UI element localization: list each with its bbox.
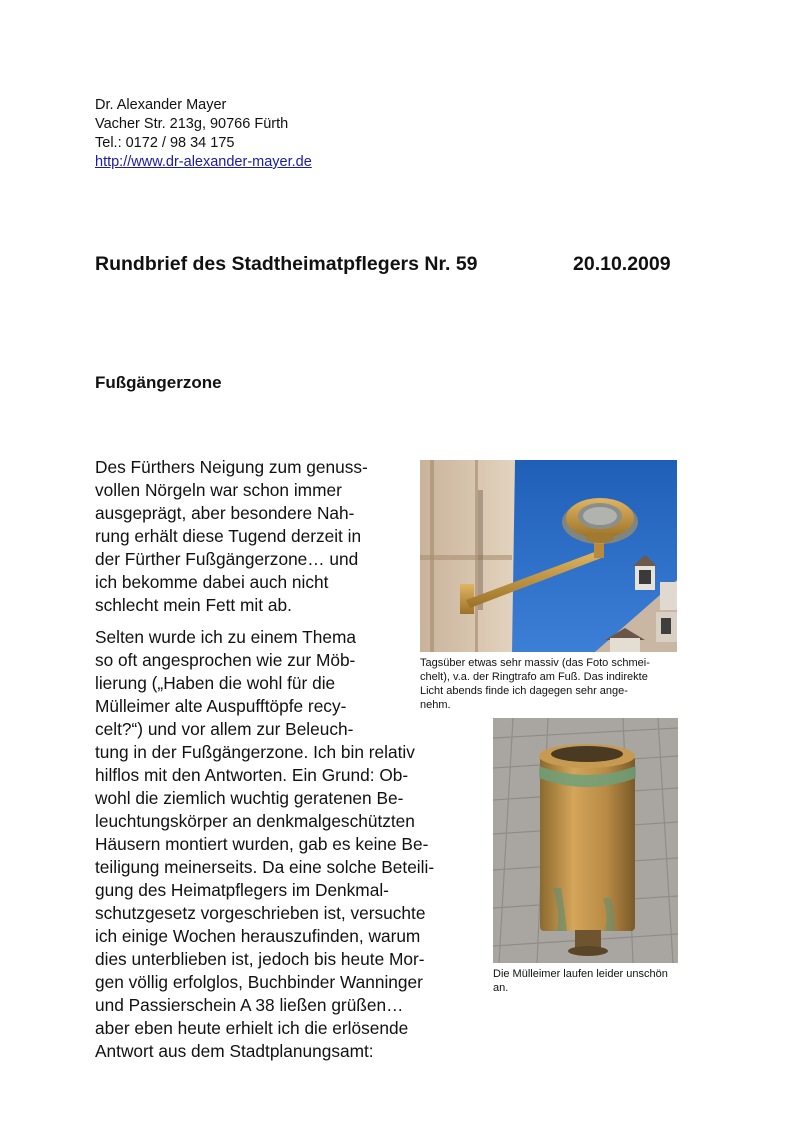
text-line: Häusern montiert wurden, gab es keine Be- bbox=[95, 834, 429, 854]
text-line: gung des Heimatpflegers im Denkmal- bbox=[95, 880, 389, 900]
sender-phone: Tel.: 0172 / 98 34 175 bbox=[95, 135, 235, 151]
text-line: celt?“) und vor allem zur Beleuch- bbox=[95, 719, 354, 739]
text-line: und Passierschein A 38 ließen grüßen… bbox=[95, 995, 404, 1015]
sender-address bbox=[95, 96, 312, 172]
text-line: rung erhält diese Tugend derzeit in bbox=[95, 526, 362, 546]
text-line: dies unterblieben ist, jedoch bis heute Mor- bbox=[95, 949, 425, 969]
sender-street: Vacher Str. 213g, 90766 Fürth bbox=[95, 116, 289, 132]
caption-lamp-line: chelt), v.a. der Ringtrafo am Fuß. Das indirekte bbox=[420, 671, 648, 683]
text-line: aber eben heute erhielt ich die erlösende bbox=[95, 1018, 409, 1038]
text-line: schutzgesetz vorgeschrieben ist, versuchte bbox=[95, 903, 426, 923]
text-line: schlecht mein Fett mit ab. bbox=[95, 595, 292, 615]
section-heading: Fußgängerzone bbox=[95, 373, 222, 392]
text-line: Selten wurde ich zu einem Thema bbox=[95, 627, 356, 647]
text-line: leuchtungskörper an denkmalgeschützten bbox=[95, 811, 415, 831]
text-line: Antwort aus dem Stadtplanungsamt: bbox=[95, 1041, 374, 1061]
waste-bin-photo bbox=[493, 718, 678, 963]
text-line: Des Fürthers Neigung zum genuss- bbox=[95, 457, 368, 477]
caption-lamp-line: Tagsüber etwas sehr massiv (das Foto schmei- bbox=[420, 657, 650, 669]
text-line: der Fürther Fußgängerzone… und bbox=[95, 549, 359, 569]
text-line: gen völlig erfolglos, Buchbinder Wanninger bbox=[95, 972, 423, 992]
street-lamp-photo bbox=[420, 460, 677, 652]
text-line: vollen Nörgeln war schon immer bbox=[95, 480, 342, 500]
text-line: ausgeprägt, aber besondere Nah- bbox=[95, 503, 355, 523]
text-line: wohl die ziemlich wuchtig geratenen Be- bbox=[95, 788, 404, 808]
text-line: ich bekomme dabei auch nicht bbox=[95, 572, 329, 592]
document-title: Rundbrief des Stadtheimatpflegers Nr. 59 bbox=[95, 253, 478, 275]
caption-bin-line: Die Mülleimer laufen leider unschön bbox=[493, 968, 668, 980]
sender-name: Dr. Alexander Mayer bbox=[95, 97, 227, 113]
text-line: lierung („Haben die wohl für die bbox=[95, 673, 336, 693]
text-line: hilflos mit den Antworten. Ein Grund: Ob- bbox=[95, 765, 409, 785]
text-line: teiligung meinerseits. Da eine solche Beteili- bbox=[95, 857, 435, 877]
caption-lamp-line: Licht abends finde ich dagegen sehr ange- bbox=[420, 685, 628, 697]
caption-bin-line: an. bbox=[493, 982, 509, 994]
document-date: 20.10.2009 bbox=[573, 253, 671, 275]
text-line: ich einige Wochen herauszufinden, warum bbox=[95, 926, 421, 946]
sender-website-link[interactable]: http://www.dr-alexander-mayer.de bbox=[95, 154, 312, 170]
caption-lamp-line: nehm. bbox=[420, 699, 451, 711]
text-line: tung in der Fußgängerzone. Ich bin relativ bbox=[95, 742, 415, 762]
text-line: Mülleimer alte Auspufftöpfe recy- bbox=[95, 696, 347, 716]
text-line: so oft angesprochen wie zur Möb- bbox=[95, 650, 356, 670]
